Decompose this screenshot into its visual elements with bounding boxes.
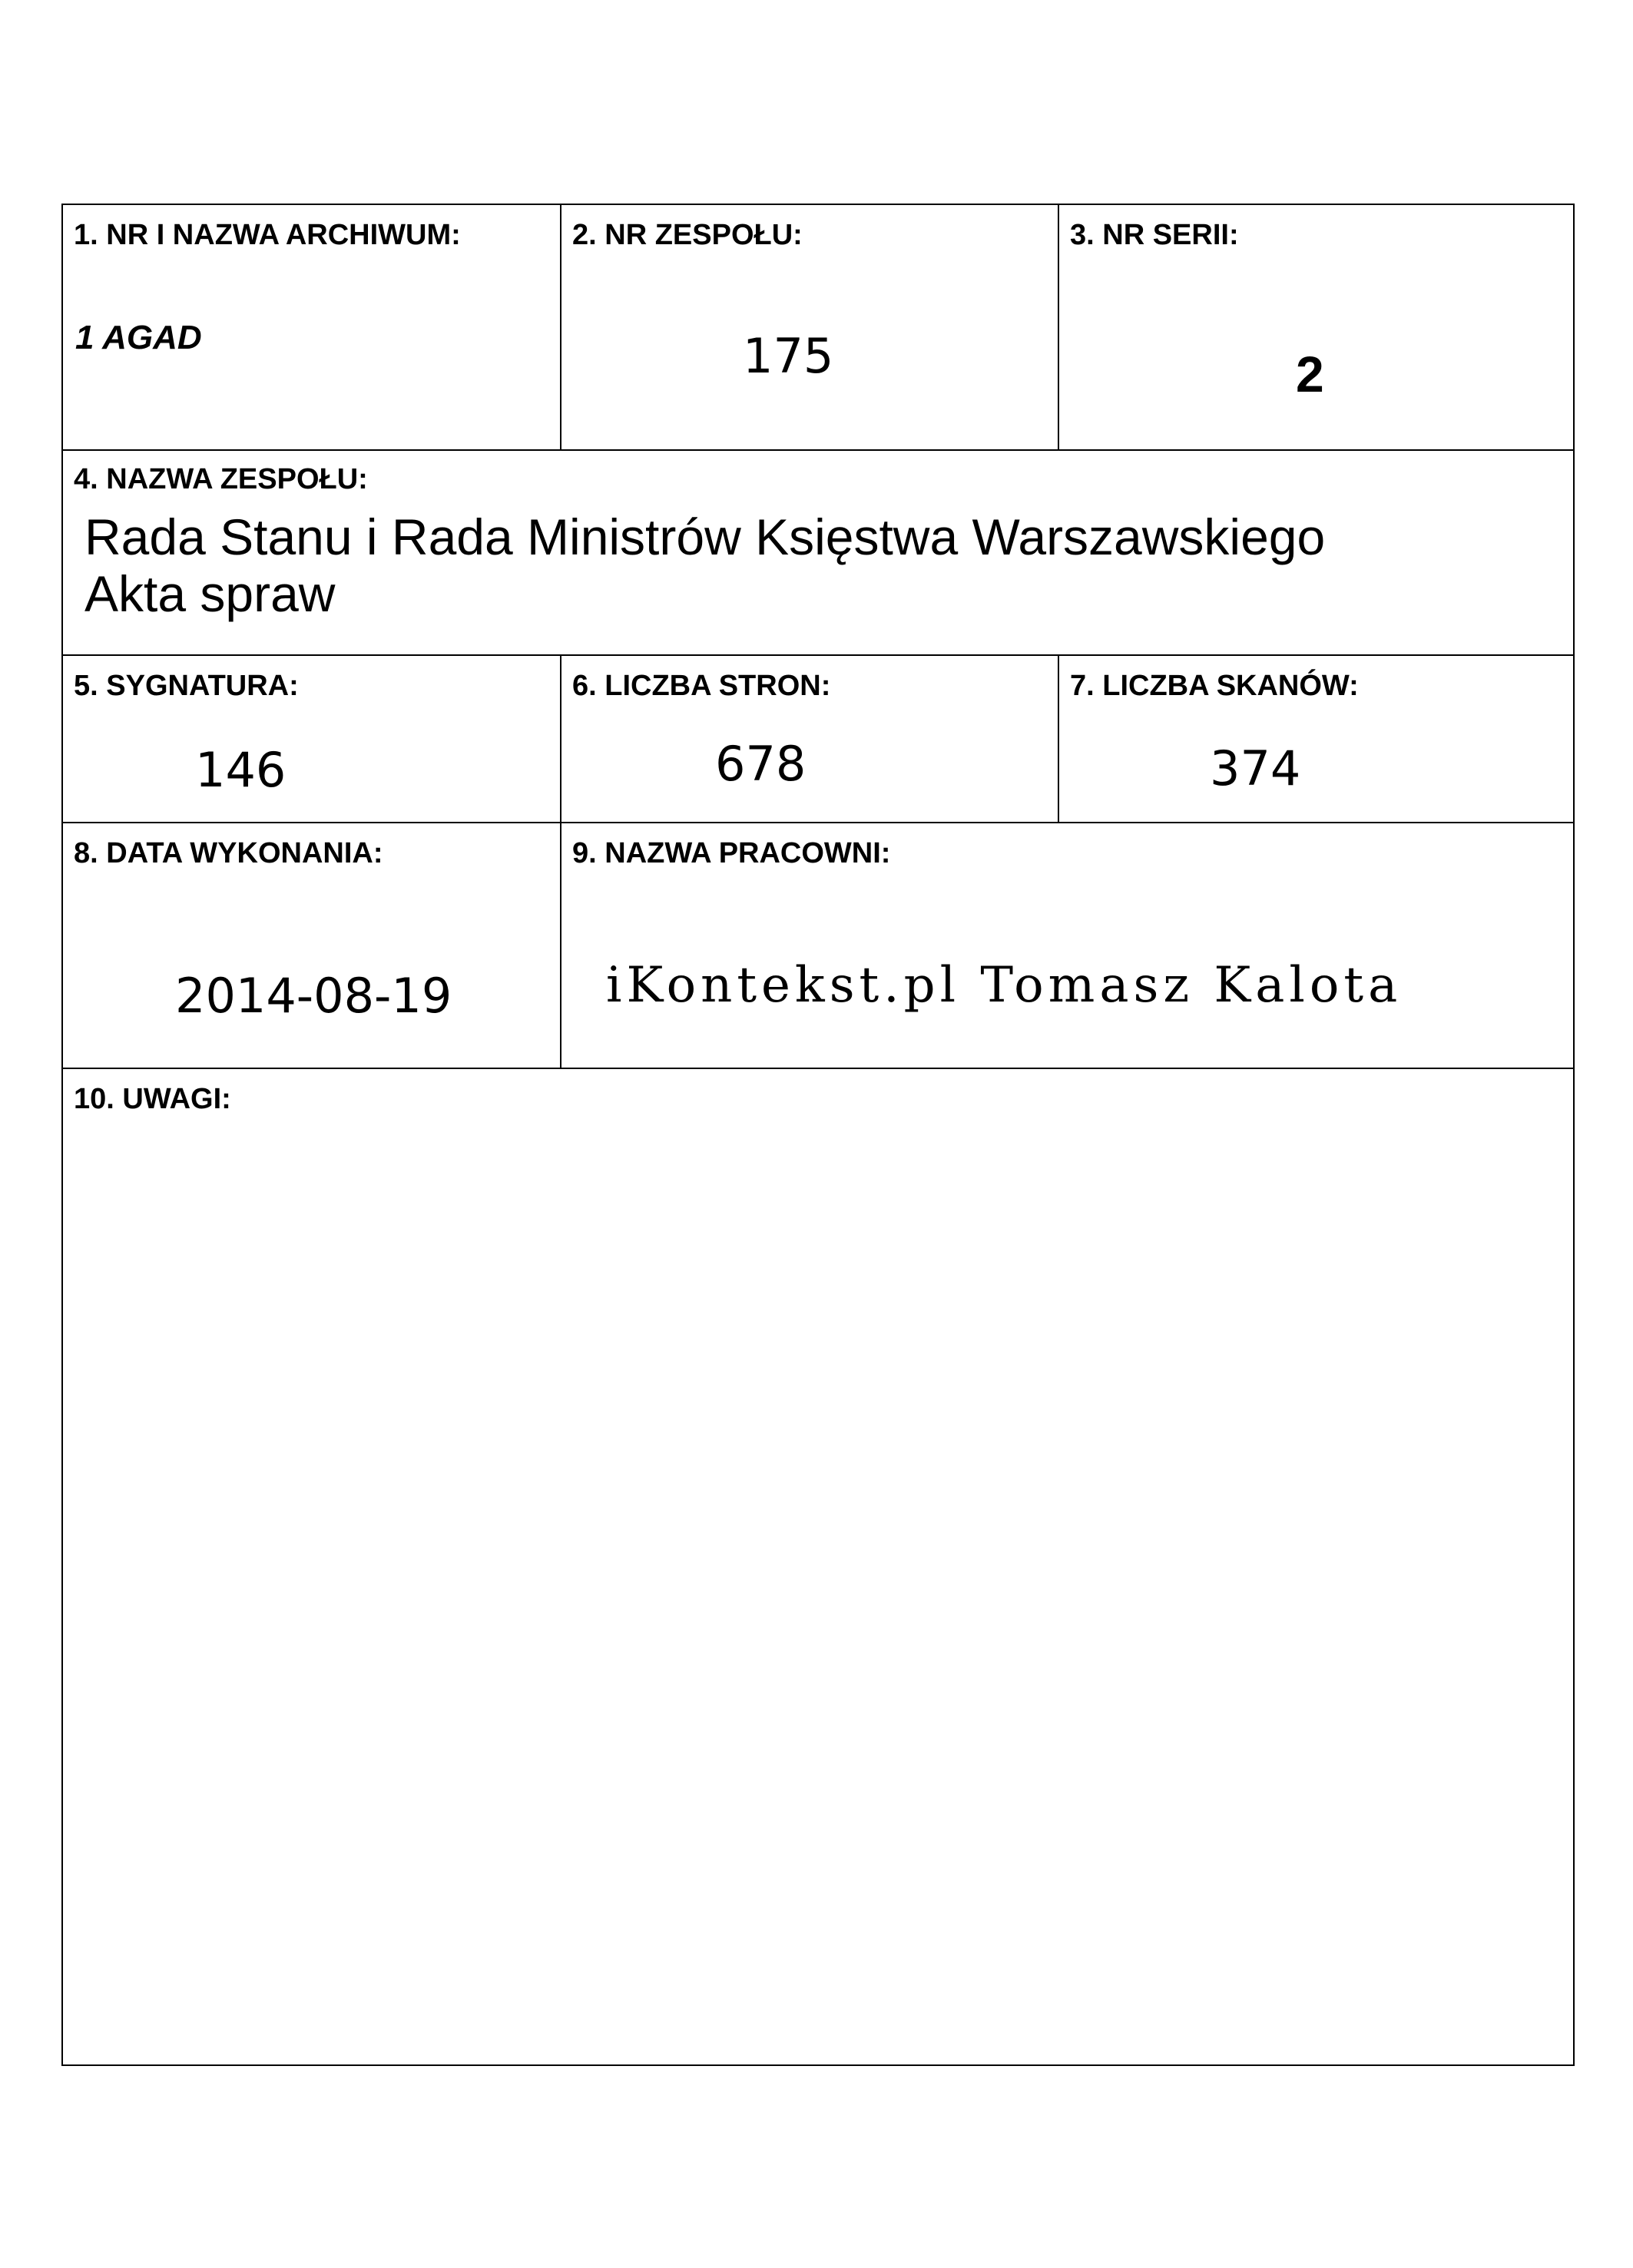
studio-cell	[561, 823, 1573, 1068]
fonds-number-label: 2. NR ZESPOŁU:	[572, 219, 803, 251]
series-number-value: 2	[1296, 346, 1324, 402]
archive-cell	[63, 205, 560, 449]
remarks-cell	[63, 1069, 1573, 2064]
page-count-cell	[561, 656, 1058, 822]
signature-value: 146	[195, 742, 287, 798]
date-label: 8. DATA WYKONANIA:	[74, 837, 383, 869]
fonds-number-value: 175	[743, 328, 834, 384]
fonds-name-label: 4. NAZWA ZESPOŁU:	[74, 463, 368, 495]
signature-label: 5. SYGNATURA:	[74, 670, 299, 702]
archive-label: 1. NR I NAZWA ARCHIWUM:	[74, 219, 461, 251]
fonds-number-cell	[561, 205, 1058, 449]
page-count-value: 678	[715, 736, 807, 792]
series-number-cell	[1059, 205, 1573, 449]
metadata-form	[61, 204, 1575, 2066]
date-value: 2014-08-19	[175, 968, 452, 1024]
scan-count-label: 7. LICZBA SKANÓW:	[1070, 670, 1359, 702]
remarks-label: 10. UWAGI:	[74, 1083, 231, 1115]
date-cell	[63, 823, 560, 1068]
studio-value: iKontekst.pl Tomasz Kalota	[606, 957, 1403, 1014]
fonds-name-line1: Rada Stanu i Rada Ministrów Księstwa Warszawskiego	[84, 508, 1326, 565]
page-count-label: 6. LICZBA STRON:	[572, 670, 831, 702]
series-number-label: 3. NR SERII:	[1070, 219, 1239, 251]
fonds-name-cell	[63, 451, 1573, 654]
studio-label: 9. NAZWA PRACOWNI:	[572, 837, 891, 869]
fonds-name-line2: Akta spraw	[84, 565, 336, 622]
scan-count-value: 374	[1210, 740, 1301, 796]
signature-cell	[63, 656, 560, 822]
scan-count-cell	[1059, 656, 1573, 822]
archive-value: 1 AGAD	[75, 319, 202, 356]
